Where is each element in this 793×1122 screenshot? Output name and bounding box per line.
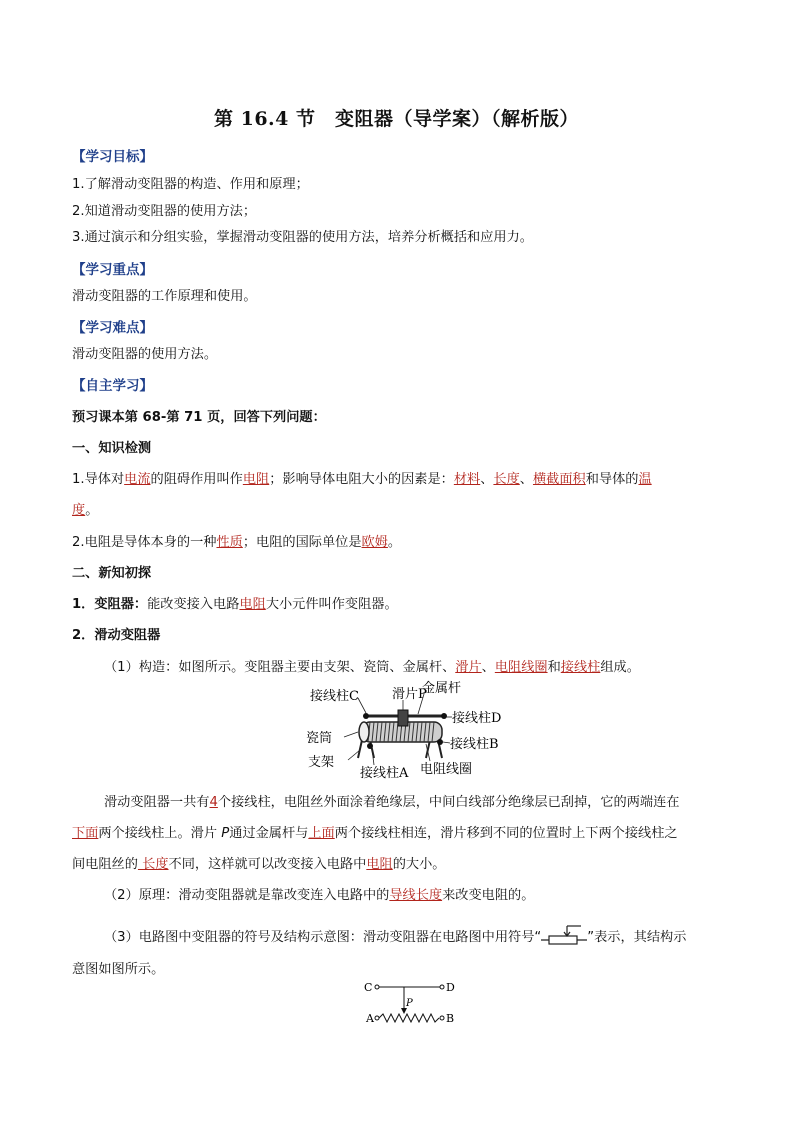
answer-resistance-2: 电阻: [239, 597, 266, 612]
answer-current: 电流: [124, 472, 151, 487]
question-2: [72, 531, 401, 550]
sliding-rheostat-title: 2．滑动变阻器: [72, 628, 161, 643]
difficulties-header: 【学习难点】: [72, 320, 153, 336]
symbol-para-line2: 意图如图所示。: [72, 962, 165, 977]
tube-end-left: [359, 722, 369, 742]
para1-text: 的大小。: [392, 857, 446, 872]
schematic-label-d: D: [446, 981, 455, 994]
para1-text: 不同，这样就可以改变接入电路中: [168, 857, 367, 872]
schematic-node-a: [375, 1016, 379, 1020]
q1-text: 。: [85, 503, 99, 518]
key-points-text: 滑动变阻器的工作原理和使用。: [72, 289, 257, 304]
label-terminal-b: 接线柱B: [450, 737, 499, 752]
answer-four: 4: [209, 795, 218, 810]
q2-text: 2.电阻是导体本身的一种: [72, 535, 217, 550]
answer-resistance: 电阻: [242, 472, 270, 487]
para1-text: 两个接线柱相连，滑片移到不同的位置时上下两个接线柱之: [334, 826, 678, 841]
objective-1: 1.了解滑动变阻器的构造、作用和原理；: [72, 177, 309, 192]
para1-text: 个接线柱，电阻丝外面涂着绝缘层，中间白线部分绝缘层已刮掉，它的两端连在: [217, 795, 680, 810]
answer-upper: 上面: [308, 826, 335, 841]
preview-instruction: 预习课本第 68-第 71 页，回答下列问题：: [72, 410, 326, 425]
answer-wire-length: 导线长度: [389, 888, 443, 903]
schematic-label-a: A: [366, 1012, 374, 1025]
q2-text: 。: [387, 535, 402, 550]
slider-symbol-p: P: [221, 826, 230, 841]
definition-text: 大小元件叫作变阻器。: [265, 597, 398, 612]
q1-text: 、: [480, 472, 494, 487]
schematic-node-d: [440, 985, 444, 989]
principle-part: （2）原理：滑动变阻器就是靠改变连入电路中的: [104, 888, 390, 903]
para1-text: 两个接线柱上。滑片: [98, 826, 222, 841]
q2-text: ；电阻的国际单位是: [242, 535, 362, 550]
definition-text: 能改变接入电路: [147, 597, 240, 612]
terminal-a-post: [367, 743, 373, 749]
question-1-line2: [72, 499, 98, 518]
principle-part: 来改变电阻的。: [442, 888, 535, 903]
objective-2: 2.知道滑动变阻器的使用方法；: [72, 204, 257, 219]
part2-title: 二、新知初探: [72, 566, 152, 581]
para1-line2: [72, 822, 678, 841]
slider: [398, 710, 408, 726]
label-coil: 电阻线圈: [420, 762, 473, 777]
q1-text: 和导体的: [585, 472, 639, 487]
answer-temperature-part1: 温: [638, 472, 652, 487]
answer-cross-section: 横截面积: [532, 472, 586, 487]
key-points-header: 【学习重点】: [72, 262, 153, 278]
label-metal-rod: 金属杆: [422, 681, 462, 696]
q1-text: 、: [519, 472, 533, 487]
symbol-text: ”表示，其结构示: [587, 930, 687, 945]
q1-text: 1.导体对: [72, 472, 125, 487]
schematic-node-b: [440, 1016, 444, 1020]
schematic-node-c: [375, 985, 379, 989]
answer-temperature-part2: 度: [72, 503, 86, 518]
label-stand: 支架: [308, 755, 335, 770]
self-study-header: 【自主学习】: [72, 378, 153, 394]
para1-line3: [72, 853, 445, 872]
schematic-label-p: P: [406, 998, 413, 1009]
construction-text: [104, 656, 640, 675]
answer-ohm: 欧姆: [361, 535, 388, 550]
construction-part: 、: [481, 660, 495, 675]
label-slider-p: 滑片P: [392, 687, 427, 702]
terminal-b-post: [437, 739, 443, 745]
rheostat-definition: [72, 593, 398, 612]
answer-slider: 滑片: [455, 660, 482, 675]
q1-text: 的阻碍作用叫作: [150, 472, 243, 487]
symbol-para-line1: [104, 923, 686, 945]
definition-label: 1．变阻器：: [72, 597, 148, 612]
schematic-label-c: C: [364, 981, 373, 994]
label-terminal-c: 接线柱C: [310, 689, 359, 704]
label-terminal-d: 接线柱D: [452, 711, 502, 726]
answer-lower: 下面: [72, 826, 99, 841]
answer-length-2: 长度: [137, 857, 169, 872]
page-title: 第 16.4 节 变阻器（导学案）（解析版）: [213, 108, 579, 130]
objectives-header: 【学习目标】: [72, 149, 153, 165]
terminal-c-post: [363, 713, 369, 719]
schematic-label-b: B: [446, 1012, 455, 1025]
terminal-d-post: [441, 713, 447, 719]
rheostat-symbol-icon: [541, 923, 587, 945]
difficulties-text: 滑动变阻器的使用方法。: [72, 347, 218, 362]
schematic-resistor-zigzag: [379, 1014, 439, 1022]
answer-resistance-3: 电阻: [366, 857, 393, 872]
construction-part: 组成。: [600, 660, 640, 675]
answer-terminal: 接线柱: [560, 660, 601, 675]
label-porcelain: 瓷筒: [306, 731, 333, 746]
para1-text: 间电阻丝的: [72, 857, 138, 872]
question-1-line1: [72, 468, 652, 487]
answer-material: 材料: [453, 472, 481, 487]
answer-coil: 电阻线圈: [494, 660, 548, 675]
para1-text: 滑动变阻器一共有: [104, 795, 210, 810]
construction-part: （1）构造：如图所示。变阻器主要由支架、瓷筒、金属杆、: [104, 660, 456, 675]
part1-title: 一、知识检测: [72, 441, 152, 456]
symbol-text: （3）电路图中变阻器的符号及结构示意图：滑动变阻器在电路图中用符号“: [104, 930, 542, 945]
label-terminal-a: 接线柱A: [360, 766, 409, 780]
answer-length: 长度: [493, 472, 520, 487]
para1-text: 通过金属杆与: [229, 826, 309, 841]
objective-3: 3.通过演示和分组实验，掌握滑动变阻器的使用方法，培养分析概括和应用力。: [72, 230, 533, 245]
rheostat-schematic: [360, 976, 470, 1032]
construction-part: 和: [547, 660, 561, 675]
answer-property: 性质: [216, 535, 243, 550]
q1-text: ；影响导体电阻大小的因素是：: [269, 472, 454, 487]
principle-text: [104, 884, 534, 903]
rheostat-figure: [300, 680, 530, 780]
para1-line1: [104, 791, 679, 810]
